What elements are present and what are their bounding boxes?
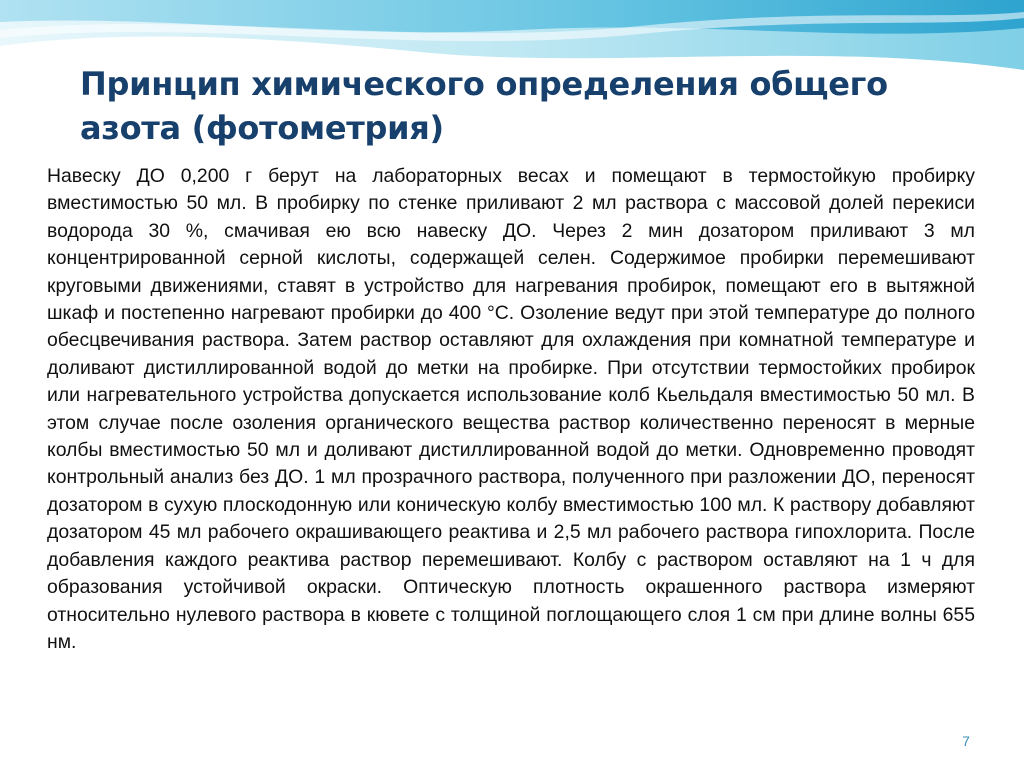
slide-title: Принцип химического определения общего азота (фотометрия) xyxy=(80,65,888,147)
body-paragraph: Навеску ДО 0,200 г берут на лабораторных весах и помещают в термостойкую пробирку вместимостью 50 мл. В пробирку по стенке приливают 2 мл раствора с массовой долей перекиси водорода 30 %, смачивая ею всю навеску ДО. Через 2 мин дозатором приливают 3 мл концентрированной серной кислоты, содержащей селен. Содержимое пробирки перемешивают круговыми движениями, ставят в устройство для нагревания пробирок, помещают его в вытяжной шкаф и постепенно нагревают пробирки до 400 °С. Озоление ведут при этой температуре до полного обесцвечивания раствора. Затем раствор оставляют для охлаждения при комнатной температуре и доливают дистиллированной водой до метки на пробирке. При отсутствии термостойких пробирок или нагревательного устройства допускается использование колб Кьельдаля вместимостью 50 мл. В этом случае после озоления органического вещества раствор количественно переносят в мерные колбы вместимостью 50 мл и доливают дистиллированной водой до метки. Одновременно проводят контрольный анализ без ДО. 1 мл прозрачного раствора, полученного при разложении ДО, переносят дозатором в сухую плоскодонную или коническую колбу вместимостью 100 мл. К раствору добавляют дозатором 45 мл рабочего окрашивающего реактива и 2,5 мл рабочего раствора гипохлорита. После добавления каждого реактива раствор перемешивают. Колбу с раствором оставляют на 1 ч для образования устойчивой окраски. Оптическую плотность окрашенного раствора измеряют относительно нулевого раствора в кювете с толщиной поглощающего слоя 1 см при длине волны 655 нм. xyxy=(47,165,975,653)
page-number: 7 xyxy=(962,733,970,749)
body-text-box xyxy=(44,160,978,740)
